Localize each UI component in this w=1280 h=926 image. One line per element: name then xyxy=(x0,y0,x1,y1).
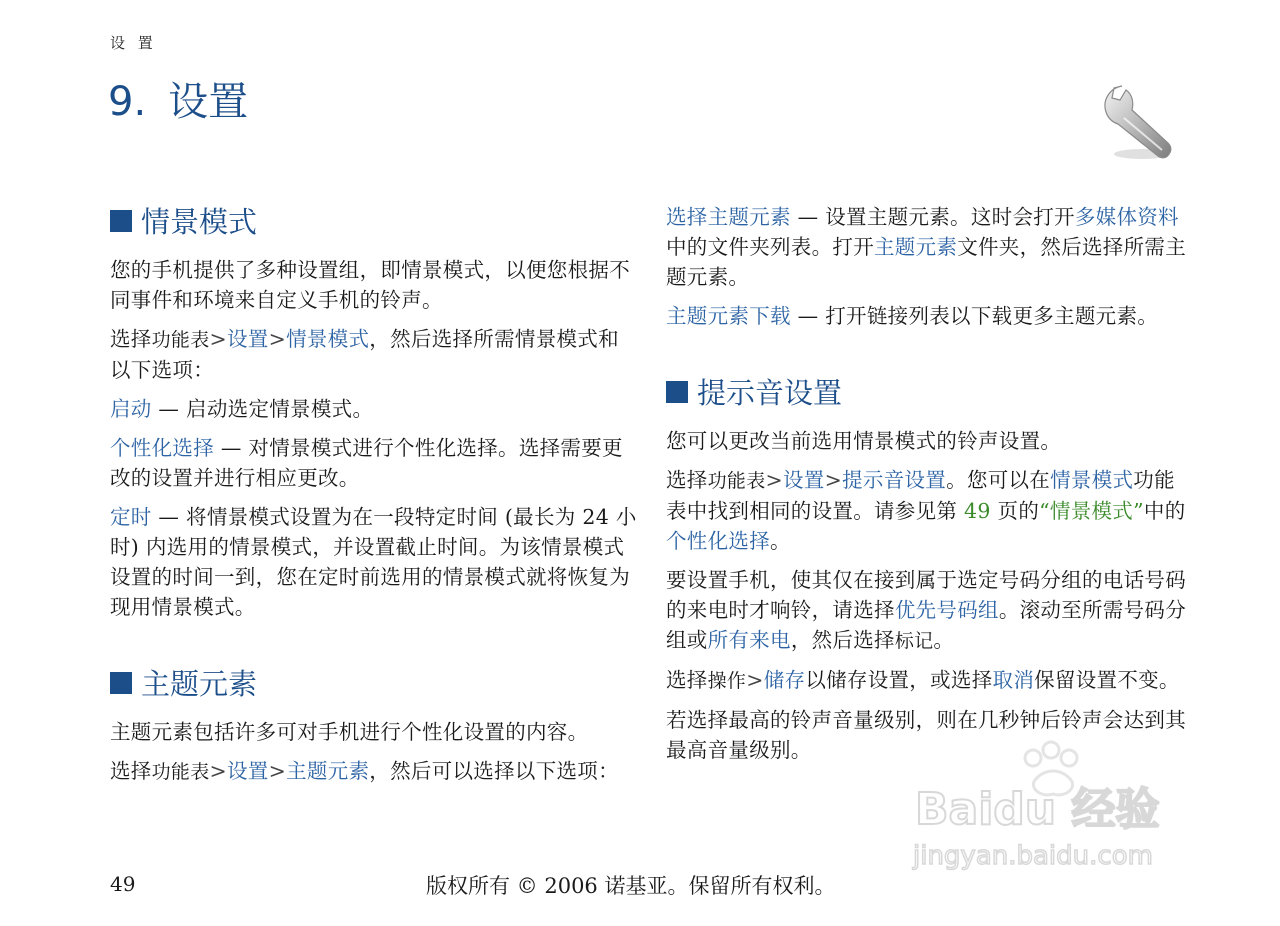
section-heading-tones: 提示音设置 xyxy=(666,371,1194,412)
watermark-url: jingyan.baidu.com xyxy=(913,841,1153,871)
term-theme-download: 主题元素下载 xyxy=(666,304,791,328)
link-themes[interactable]: 主题元素 xyxy=(286,759,370,783)
section-heading-profiles: 情景模式 xyxy=(110,200,638,241)
section-ref[interactable]: “情景模式” xyxy=(1039,499,1144,523)
link-personalise[interactable]: 个性化选择 xyxy=(666,529,770,553)
link-settings[interactable]: 设置 xyxy=(227,327,269,351)
watermark-logo-text: Baidu 经验 xyxy=(915,784,1160,835)
paragraph: 选择功能表>设置>提示音设置。您可以在情景模式功能表中找到相同的设置。请参见第 49 页的“情景模式”中的个性化选择。 xyxy=(666,468,1186,553)
paragraph: 选择功能表>设置>主题元素，然后可以选择以下选项： xyxy=(110,759,619,783)
left-column xyxy=(110,200,638,796)
page-number: 49 xyxy=(110,872,136,896)
chapter-title xyxy=(108,70,248,127)
paragraph: 选择操作>储存以储存设置，或选择取消保留设置不变。 xyxy=(666,668,1180,692)
running-header: 设 置 xyxy=(110,34,157,52)
right-column xyxy=(666,202,1194,774)
section-bullet-icon xyxy=(666,381,688,403)
paragraph: 选择主题元素 — 设置主题元素。这时会打开多媒体资料中的文件夹列表。打开主题元素文件夹，然后选择所需主题元素。 xyxy=(666,205,1187,289)
link-settings[interactable]: 设置 xyxy=(783,468,825,492)
chapter-name: 设置 xyxy=(168,79,249,125)
link-profiles[interactable]: 情景模式 xyxy=(286,327,370,351)
link-profiles[interactable]: 情景模式 xyxy=(1050,468,1134,492)
paragraph: 个性化选择 — 对情景模式进行个性化选择。选择需要更改的设置并进行相应更改。 xyxy=(110,436,623,490)
term-all-calls: 所有来电 xyxy=(707,628,791,652)
paragraph: 选择功能表>设置>情景模式，然后选择所需情景模式和以下选项： xyxy=(110,327,619,382)
paragraph: 您可以更改当前选用情景模式的铃声设置。 xyxy=(666,429,1062,453)
term-select-theme: 选择主题元素 xyxy=(666,205,791,229)
term-save: 储存 xyxy=(763,668,806,692)
paragraph: 主题元素下载 — 打开链接列表以下载更多主题元素。 xyxy=(666,304,1159,328)
paragraph: 定时 — 将情景模式设置为在一段特定时间 (最长为 24 小时) 内选用的情景模式，并设置截止时间。为该情景模式设置的时间一到，您在定时前选用的情景模式就将恢复为现用情景模式。 xyxy=(110,505,637,619)
term-caller-groups: 优先号码组 xyxy=(894,598,999,622)
section-heading-themes: 主题元素 xyxy=(110,662,638,703)
page-ref[interactable]: 49 xyxy=(964,499,991,523)
copyright-notice: 版权所有 © 2006 诺基亚。保留所有权利。 xyxy=(426,874,836,898)
section-bullet-icon xyxy=(110,672,132,694)
paragraph: 主题元素包括许多可对手机进行个性化设置的内容。 xyxy=(110,720,589,744)
term-cancel: 取消 xyxy=(992,668,1035,692)
paragraph: 您的手机提供了多种设置组，即情景模式，以便您根据不同事件和环境来自定义手机的铃声。 xyxy=(110,258,630,312)
term-activate: 启动 xyxy=(110,397,152,421)
paragraph: 要设置手机，使其仅在接到属于选定号码分组的电话号码的来电时才响铃，请选择优先号码组。滚动至所需号码分组或所有来电，然后选择标记。 xyxy=(666,568,1187,652)
link-themes-folder[interactable]: 主题元素 xyxy=(874,235,958,259)
term-personalise: 个性化选择 xyxy=(110,436,214,460)
paragraph: 若选择最高的铃声音量级别，则在几秒钟后铃声会达到其最高音量级别。 xyxy=(666,708,1186,762)
link-tones[interactable]: 提示音设置 xyxy=(842,468,947,492)
wrench-icon xyxy=(1092,80,1176,164)
link-settings[interactable]: 设置 xyxy=(227,759,269,783)
chapter-number: 9. xyxy=(108,79,147,125)
term-timed: 定时 xyxy=(110,505,152,529)
section-bullet-icon xyxy=(110,210,132,232)
paragraph: 启动 — 启动选定情景模式。 xyxy=(110,397,374,421)
link-gallery[interactable]: 多媒体资料 xyxy=(1074,205,1179,229)
